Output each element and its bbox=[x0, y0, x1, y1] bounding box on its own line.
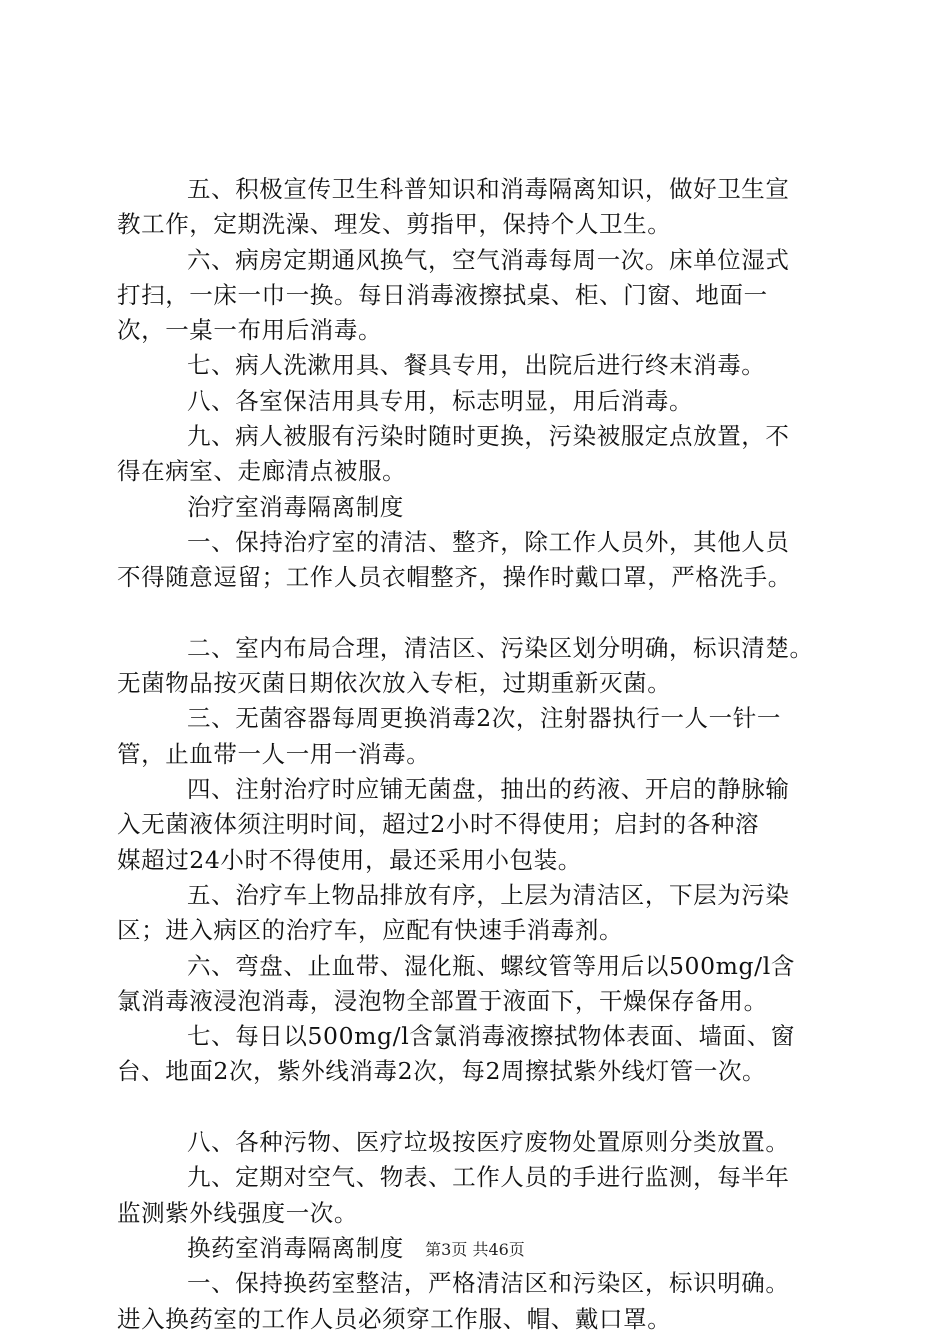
text-line: 二、室内布局合理，清洁区、污染区划分明确，标识清楚。 bbox=[187, 633, 814, 662]
text-line: 台、地面2次，紫外线消毒2次，每2周擦拭紫外线灯管一次。 bbox=[117, 1057, 767, 1086]
text-line: 三、无菌容器每周更换消毒2次，注射器执行一人一针一 bbox=[187, 704, 781, 733]
text-line: 得在病室、走廊清点被服。 bbox=[117, 457, 407, 486]
text-line: 打扫，一床一巾一换。每日消毒液擦拭桌、柜、门窗、地面一 bbox=[117, 280, 768, 309]
text-line: 四、注射治疗时应铺无菌盘，抽出的药液、开启的静脉输 bbox=[187, 775, 790, 804]
text-line: 五、积极宣传卫生科普知识和消毒隔离知识，做好卫生宣 bbox=[187, 175, 790, 203]
text-line: 一、保持换药室整洁，严格清洁区和污染区，标识明确。 bbox=[187, 1269, 790, 1298]
text-line: 入无菌液体须注明时间，超过2小时不得使用；启封的各种溶 bbox=[117, 810, 760, 839]
text-line: 不得随意逗留；工作人员衣帽整齐，操作时戴口罩，严格洗手。 bbox=[117, 563, 792, 592]
text-line: 七、病人洗漱用具、餐具专用，出院后进行终末消毒。 bbox=[187, 351, 766, 380]
blank-line bbox=[117, 596, 835, 631]
page-number-footer: 第3页 共46页 bbox=[425, 1240, 525, 1259]
blank-line bbox=[117, 1090, 835, 1125]
text-line: 次，一桌一布用后消毒。 bbox=[117, 316, 383, 345]
text-line: 治疗室消毒隔离制度 bbox=[187, 492, 404, 521]
text-line: 五、治疗车上物品排放有序，上层为清洁区，下层为污染 bbox=[187, 880, 790, 909]
text-line: 管，止血带一人一用一消毒。 bbox=[117, 739, 431, 768]
text-line: 氯消毒液浸泡消毒，浸泡物全部置于液面下，干燥保存备用。 bbox=[117, 986, 768, 1015]
text-line: 无菌物品按灭菌日期依次放入专柜，过期重新灭菌。 bbox=[117, 669, 672, 698]
text-line: 六、病房定期通风换气，空气消毒每周一次。床单位湿式 bbox=[187, 245, 790, 274]
text-line: 六、弯盘、止血带、湿化瓶、螺纹管等用后以500mg/l含 bbox=[187, 951, 795, 980]
text-line: 八、各室保洁用具专用，标志明显，用后消毒。 bbox=[187, 386, 694, 415]
text-line: 九、病人被服有污染时随时更换，污染被服定点放置，不 bbox=[187, 422, 790, 451]
text-line: 媒超过24小时不得使用，最还采用小包装。 bbox=[117, 845, 582, 874]
text-line: 监测紫外线强度一次。 bbox=[117, 1198, 358, 1227]
text-line: 换药室消毒隔离制度 bbox=[187, 1233, 404, 1262]
document-body bbox=[117, 172, 835, 1337]
text-line: 八、各种污物、医疗垃圾按医疗废物处置原则分类放置。 bbox=[187, 1128, 790, 1157]
text-line: 九、定期对空气、物表、工作人员的手进行监测，每半年 bbox=[187, 1163, 790, 1192]
text-line: 七、每日以500mg/l含氯消毒液擦拭物体表面、墙面、窗 bbox=[187, 1022, 795, 1051]
text-line: 进入换药室的工作人员必须穿工作服、帽、戴口罩。 bbox=[117, 1304, 672, 1333]
text-line: 教工作，定期洗澡、理发、剪指甲，保持个人卫生。 bbox=[117, 210, 672, 239]
text-line: 区；进入病区的治疗车，应配有快速手消毒剂。 bbox=[117, 916, 624, 945]
text-line: 一、保持治疗室的清洁、整齐，除工作人员外，其他人员 bbox=[187, 527, 790, 556]
